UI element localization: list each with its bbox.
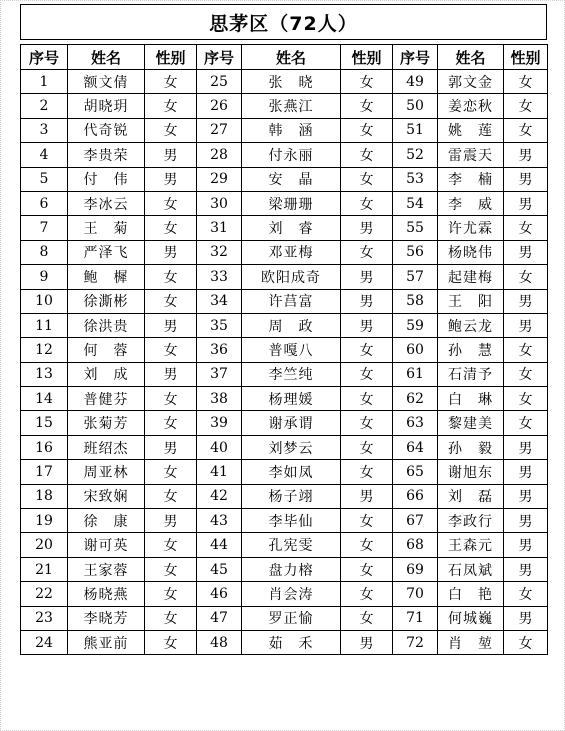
seq-cell: 60 [393, 338, 438, 362]
gender-cell: 男 [145, 143, 197, 167]
gender-cell: 女 [145, 411, 197, 435]
gender-cell: 女 [145, 557, 197, 581]
name-cell: 石凤斌 [438, 557, 504, 581]
seq-cell: 54 [393, 191, 438, 215]
seq-cell: 24 [21, 630, 68, 654]
name-cell: 王 菊 [68, 216, 145, 240]
name-cell: 刘 磊 [438, 484, 504, 508]
name-cell: 许莒富 [242, 289, 341, 313]
name-cell: 何 蓉 [68, 338, 145, 362]
seq-cell: 55 [393, 216, 438, 240]
table-row [21, 191, 548, 215]
header-cell: 姓名 [242, 45, 341, 70]
seq-cell: 59 [393, 313, 438, 337]
roster-title: 思茅区（72人） [20, 4, 547, 40]
gender-cell: 男 [145, 435, 197, 459]
gender-cell: 女 [504, 216, 548, 240]
table-row [21, 362, 548, 386]
name-cell: 付永丽 [242, 143, 341, 167]
seq-cell: 32 [197, 240, 242, 264]
seq-cell: 61 [393, 362, 438, 386]
table-row [21, 630, 548, 654]
gender-cell: 女 [145, 582, 197, 606]
table-row [21, 338, 548, 362]
table-row [21, 435, 548, 459]
seq-cell: 33 [197, 265, 242, 289]
seq-cell: 49 [393, 70, 438, 94]
seq-cell: 67 [393, 509, 438, 533]
seq-cell: 43 [197, 509, 242, 533]
seq-cell: 44 [197, 533, 242, 557]
name-cell: 梁珊珊 [242, 191, 341, 215]
name-cell: 付 伟 [68, 167, 145, 191]
seq-cell: 18 [21, 484, 68, 508]
gender-cell: 女 [341, 338, 393, 362]
seq-cell: 27 [197, 118, 242, 142]
gender-cell: 女 [341, 362, 393, 386]
name-cell: 孙 慧 [438, 338, 504, 362]
gender-cell: 男 [341, 630, 393, 654]
roster-body [21, 70, 548, 655]
seq-cell: 26 [197, 94, 242, 118]
gender-cell: 男 [145, 240, 197, 264]
seq-cell: 62 [393, 387, 438, 411]
seq-cell: 66 [393, 484, 438, 508]
seq-cell: 51 [393, 118, 438, 142]
gender-cell: 女 [341, 435, 393, 459]
seq-cell: 45 [197, 557, 242, 581]
gender-cell: 男 [145, 509, 197, 533]
seq-cell: 31 [197, 216, 242, 240]
table-row [21, 460, 548, 484]
seq-cell: 17 [21, 460, 68, 484]
name-cell: 李竺纯 [242, 362, 341, 386]
seq-cell: 50 [393, 94, 438, 118]
table-row [21, 582, 548, 606]
name-cell: 白 琳 [438, 387, 504, 411]
gender-cell: 男 [341, 289, 393, 313]
table-row [21, 313, 548, 337]
name-cell: 盘力榕 [242, 557, 341, 581]
seq-cell: 28 [197, 143, 242, 167]
roster-table [20, 44, 548, 655]
seq-cell: 6 [21, 191, 68, 215]
gender-cell: 女 [341, 509, 393, 533]
header-row [21, 45, 548, 70]
name-cell: 徐洪贵 [68, 313, 145, 337]
gender-cell: 女 [341, 411, 393, 435]
seq-cell: 72 [393, 630, 438, 654]
name-cell: 石清予 [438, 362, 504, 386]
name-cell: 普健芬 [68, 387, 145, 411]
gender-cell: 女 [341, 191, 393, 215]
gender-cell: 女 [341, 533, 393, 557]
seq-cell: 9 [21, 265, 68, 289]
seq-cell: 58 [393, 289, 438, 313]
gender-cell: 女 [504, 338, 548, 362]
name-cell: 杨晓燕 [68, 582, 145, 606]
gender-cell: 女 [145, 533, 197, 557]
name-cell: 李政行 [438, 509, 504, 533]
gender-cell: 女 [341, 94, 393, 118]
name-cell: 代奇锐 [68, 118, 145, 142]
seq-cell: 12 [21, 338, 68, 362]
gender-cell: 男 [341, 216, 393, 240]
name-cell: 杨子翊 [242, 484, 341, 508]
gender-cell: 男 [504, 289, 548, 313]
seq-cell: 68 [393, 533, 438, 557]
gender-cell: 女 [504, 362, 548, 386]
seq-cell: 56 [393, 240, 438, 264]
seq-cell: 63 [393, 411, 438, 435]
seq-cell: 19 [21, 509, 68, 533]
gender-cell: 女 [145, 216, 197, 240]
name-cell: 李冰云 [68, 191, 145, 215]
name-cell: 刘 成 [68, 362, 145, 386]
name-cell: 肖会涛 [242, 582, 341, 606]
gender-cell: 女 [341, 167, 393, 191]
header-cell: 序号 [393, 45, 438, 70]
name-cell: 普嘎八 [242, 338, 341, 362]
name-cell: 何城巍 [438, 606, 504, 630]
table-row [21, 216, 548, 240]
gender-cell: 男 [504, 533, 548, 557]
name-cell: 宋致娴 [68, 484, 145, 508]
seq-cell: 16 [21, 435, 68, 459]
seq-cell: 41 [197, 460, 242, 484]
seq-cell: 52 [393, 143, 438, 167]
seq-cell: 57 [393, 265, 438, 289]
table-row [21, 411, 548, 435]
seq-cell: 3 [21, 118, 68, 142]
gender-cell: 女 [341, 460, 393, 484]
name-cell: 李如凤 [242, 460, 341, 484]
seq-cell: 15 [21, 411, 68, 435]
gender-cell: 男 [145, 313, 197, 337]
seq-cell: 4 [21, 143, 68, 167]
header-cell: 性别 [504, 45, 548, 70]
seq-cell: 13 [21, 362, 68, 386]
name-cell: 徐澌彬 [68, 289, 145, 313]
seq-cell: 42 [197, 484, 242, 508]
name-cell: 孙 毅 [438, 435, 504, 459]
name-cell: 周亚林 [68, 460, 145, 484]
gender-cell: 女 [504, 630, 548, 654]
seq-cell: 1 [21, 70, 68, 94]
gender-cell: 女 [341, 557, 393, 581]
table-row [21, 143, 548, 167]
seq-cell: 21 [21, 557, 68, 581]
name-cell: 班绍杰 [68, 435, 145, 459]
gender-cell: 女 [504, 94, 548, 118]
gender-cell: 女 [145, 606, 197, 630]
seq-cell: 29 [197, 167, 242, 191]
seq-cell: 22 [21, 582, 68, 606]
gender-cell: 女 [341, 240, 393, 264]
gender-cell: 男 [341, 313, 393, 337]
name-cell: 肖 堃 [438, 630, 504, 654]
seq-cell: 11 [21, 313, 68, 337]
name-cell: 熊亚前 [68, 630, 145, 654]
name-cell: 张燕江 [242, 94, 341, 118]
name-cell: 欧阳成奇 [242, 265, 341, 289]
gender-cell: 女 [145, 94, 197, 118]
seq-cell: 34 [197, 289, 242, 313]
name-cell: 杨理媛 [242, 387, 341, 411]
name-cell: 严泽飞 [68, 240, 145, 264]
name-cell: 鲍 樨 [68, 265, 145, 289]
name-cell: 李毕仙 [242, 509, 341, 533]
seq-cell: 65 [393, 460, 438, 484]
name-cell: 韩 涵 [242, 118, 341, 142]
name-cell: 姚 莲 [438, 118, 504, 142]
gender-cell: 女 [341, 582, 393, 606]
gender-cell: 男 [504, 484, 548, 508]
seq-cell: 38 [197, 387, 242, 411]
gender-cell: 女 [341, 387, 393, 411]
gender-cell: 女 [504, 411, 548, 435]
seq-cell: 69 [393, 557, 438, 581]
name-cell: 安 晶 [242, 167, 341, 191]
name-cell: 徐 康 [68, 509, 145, 533]
gender-cell: 女 [145, 191, 197, 215]
gender-cell: 男 [145, 362, 197, 386]
seq-cell: 71 [393, 606, 438, 630]
gender-cell: 女 [145, 630, 197, 654]
name-cell: 谢承谓 [242, 411, 341, 435]
gender-cell: 女 [504, 118, 548, 142]
seq-cell: 37 [197, 362, 242, 386]
name-cell: 雷震天 [438, 143, 504, 167]
name-cell: 谢旭东 [438, 460, 504, 484]
gender-cell: 女 [145, 265, 197, 289]
name-cell: 胡晓玥 [68, 94, 145, 118]
gender-cell: 女 [145, 70, 197, 94]
name-cell: 刘梦云 [242, 435, 341, 459]
header-cell: 姓名 [438, 45, 504, 70]
gender-cell: 男 [145, 167, 197, 191]
name-cell: 王家蓉 [68, 557, 145, 581]
table-row [21, 118, 548, 142]
table-row [21, 240, 548, 264]
gender-cell: 男 [504, 167, 548, 191]
gender-cell: 女 [341, 606, 393, 630]
seq-cell: 14 [21, 387, 68, 411]
gender-cell: 男 [504, 509, 548, 533]
seq-cell: 30 [197, 191, 242, 215]
gender-cell: 女 [504, 70, 548, 94]
name-cell: 郭文金 [438, 70, 504, 94]
gender-cell: 女 [341, 70, 393, 94]
table-row [21, 606, 548, 630]
name-cell: 李 楠 [438, 167, 504, 191]
gender-cell: 女 [504, 265, 548, 289]
seq-cell: 2 [21, 94, 68, 118]
gender-cell: 男 [341, 265, 393, 289]
gender-cell: 男 [504, 143, 548, 167]
name-cell: 李 威 [438, 191, 504, 215]
seq-cell: 7 [21, 216, 68, 240]
name-cell: 白 艳 [438, 582, 504, 606]
table-row [21, 289, 548, 313]
gender-cell: 女 [504, 582, 548, 606]
seq-cell: 8 [21, 240, 68, 264]
seq-cell: 64 [393, 435, 438, 459]
seq-cell: 48 [197, 630, 242, 654]
gender-cell: 女 [341, 118, 393, 142]
gender-cell: 男 [504, 606, 548, 630]
header-cell: 性别 [145, 45, 197, 70]
table-row [21, 533, 548, 557]
name-cell: 谢可英 [68, 533, 145, 557]
seq-cell: 23 [21, 606, 68, 630]
gender-cell: 女 [145, 338, 197, 362]
gender-cell: 男 [504, 240, 548, 264]
name-cell: 孔宪雯 [242, 533, 341, 557]
table-row [21, 70, 548, 94]
gender-cell: 男 [504, 460, 548, 484]
gender-cell: 男 [504, 557, 548, 581]
header-cell: 性别 [341, 45, 393, 70]
name-cell: 张菊芳 [68, 411, 145, 435]
gender-cell: 女 [341, 143, 393, 167]
seq-cell: 47 [197, 606, 242, 630]
table-row [21, 509, 548, 533]
name-cell: 许尤霖 [438, 216, 504, 240]
gender-cell: 女 [504, 387, 548, 411]
header-cell: 序号 [21, 45, 68, 70]
seq-cell: 39 [197, 411, 242, 435]
name-cell: 王 阳 [438, 289, 504, 313]
seq-cell: 40 [197, 435, 242, 459]
gender-cell: 女 [145, 118, 197, 142]
name-cell: 王森元 [438, 533, 504, 557]
seq-cell: 10 [21, 289, 68, 313]
name-cell: 李贵荣 [68, 143, 145, 167]
name-cell: 额文倩 [68, 70, 145, 94]
name-cell: 姜恋秋 [438, 94, 504, 118]
gender-cell: 男 [504, 435, 548, 459]
header-cell: 序号 [197, 45, 242, 70]
seq-cell: 36 [197, 338, 242, 362]
name-cell: 黎建美 [438, 411, 504, 435]
gender-cell: 女 [145, 387, 197, 411]
seq-cell: 25 [197, 70, 242, 94]
table-row [21, 265, 548, 289]
gender-cell: 男 [341, 484, 393, 508]
name-cell: 起建梅 [438, 265, 504, 289]
seq-cell: 53 [393, 167, 438, 191]
gender-cell: 男 [504, 191, 548, 215]
name-cell: 杨晓伟 [438, 240, 504, 264]
name-cell: 鲍云龙 [438, 313, 504, 337]
table-row [21, 484, 548, 508]
seq-cell: 35 [197, 313, 242, 337]
name-cell: 罗正愉 [242, 606, 341, 630]
table-row [21, 387, 548, 411]
name-cell: 李晓芳 [68, 606, 145, 630]
header-cell: 姓名 [68, 45, 145, 70]
seq-cell: 70 [393, 582, 438, 606]
gender-cell: 女 [145, 289, 197, 313]
gender-cell: 女 [145, 460, 197, 484]
seq-cell: 20 [21, 533, 68, 557]
table-row [21, 167, 548, 191]
gender-cell: 女 [145, 484, 197, 508]
name-cell: 刘 睿 [242, 216, 341, 240]
gender-cell: 男 [504, 313, 548, 337]
table-row [21, 557, 548, 581]
seq-cell: 46 [197, 582, 242, 606]
name-cell: 茹 禾 [242, 630, 341, 654]
table-row [21, 94, 548, 118]
name-cell: 周 政 [242, 313, 341, 337]
name-cell: 邓亚梅 [242, 240, 341, 264]
name-cell: 张 晓 [242, 70, 341, 94]
seq-cell: 5 [21, 167, 68, 191]
